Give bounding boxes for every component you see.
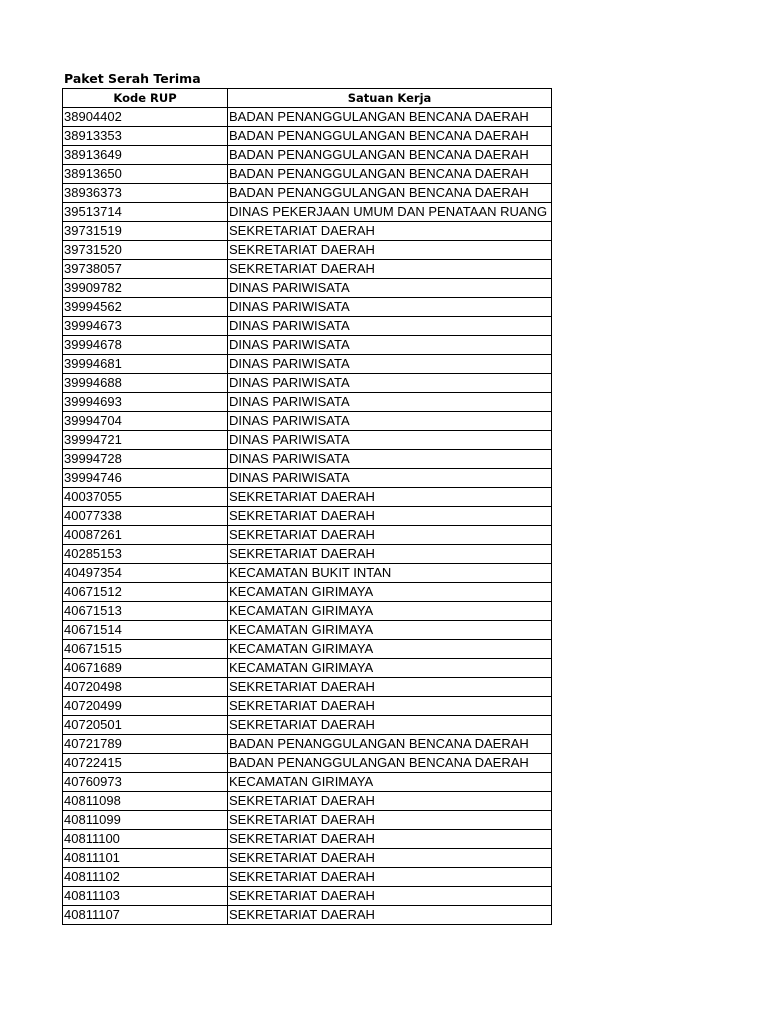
cell-kode-rup: 39738057: [63, 260, 228, 279]
cell-kode-rup: 40087261: [63, 526, 228, 545]
cell-kode-rup: 40811107: [63, 906, 228, 925]
cell-kode-rup: 39731519: [63, 222, 228, 241]
cell-satuan-kerja: BADAN PENANGGULANGAN BENCANA DAERAH: [228, 165, 552, 184]
table-row: [63, 279, 552, 298]
column-header-satuan-kerja: Satuan Kerja: [228, 89, 552, 108]
cell-kode-rup: 40760973: [63, 773, 228, 792]
cell-kode-rup: 40671689: [63, 659, 228, 678]
cell-satuan-kerja: DINAS PARIWISATA: [228, 469, 552, 488]
table-row: [63, 906, 552, 925]
table-row: [63, 792, 552, 811]
cell-kode-rup: 38913650: [63, 165, 228, 184]
cell-satuan-kerja: SEKRETARIAT DAERAH: [228, 792, 552, 811]
cell-kode-rup: 40811103: [63, 887, 228, 906]
table-row: [63, 431, 552, 450]
cell-satuan-kerja: SEKRETARIAT DAERAH: [228, 222, 552, 241]
cell-kode-rup: 39994688: [63, 374, 228, 393]
table-row: [63, 355, 552, 374]
cell-satuan-kerja: KECAMATAN GIRIMAYA: [228, 640, 552, 659]
cell-satuan-kerja: BADAN PENANGGULANGAN BENCANA DAERAH: [228, 735, 552, 754]
table-header: [63, 89, 552, 108]
cell-satuan-kerja: SEKRETARIAT DAERAH: [228, 260, 552, 279]
cell-satuan-kerja: KECAMATAN GIRIMAYA: [228, 602, 552, 621]
cell-satuan-kerja: SEKRETARIAT DAERAH: [228, 697, 552, 716]
table-row: [63, 469, 552, 488]
cell-satuan-kerja: SEKRETARIAT DAERAH: [228, 811, 552, 830]
cell-kode-rup: 40720498: [63, 678, 228, 697]
table-row: [63, 849, 552, 868]
table-row: [63, 754, 552, 773]
table-row: [63, 165, 552, 184]
cell-satuan-kerja: DINAS PARIWISATA: [228, 450, 552, 469]
cell-kode-rup: 39994678: [63, 336, 228, 355]
cell-satuan-kerja: DINAS PARIWISATA: [228, 336, 552, 355]
cell-satuan-kerja: KECAMATAN GIRIMAYA: [228, 583, 552, 602]
table-row: [63, 887, 552, 906]
table-row: [63, 735, 552, 754]
cell-satuan-kerja: SEKRETARIAT DAERAH: [228, 906, 552, 925]
cell-kode-rup: 39513714: [63, 203, 228, 222]
cell-satuan-kerja: SEKRETARIAT DAERAH: [228, 849, 552, 868]
cell-kode-rup: 40077338: [63, 507, 228, 526]
cell-satuan-kerja: SEKRETARIAT DAERAH: [228, 526, 552, 545]
table-row: [63, 336, 552, 355]
cell-kode-rup: 38913649: [63, 146, 228, 165]
page-title: Paket Serah Terima: [64, 71, 201, 86]
cell-satuan-kerja: SEKRETARIAT DAERAH: [228, 887, 552, 906]
table-row: [63, 317, 552, 336]
cell-kode-rup: 39994673: [63, 317, 228, 336]
table-row: [63, 716, 552, 735]
table-row: [63, 241, 552, 260]
cell-satuan-kerja: DINAS PARIWISATA: [228, 317, 552, 336]
table-row: [63, 678, 552, 697]
table-row: [63, 868, 552, 887]
column-header-kode-rup: Kode RUP: [63, 89, 228, 108]
cell-satuan-kerja: BADAN PENANGGULANGAN BENCANA DAERAH: [228, 754, 552, 773]
cell-satuan-kerja: DINAS PARIWISATA: [228, 412, 552, 431]
cell-satuan-kerja: DINAS PARIWISATA: [228, 393, 552, 412]
table-row: [63, 488, 552, 507]
cell-kode-rup: 40497354: [63, 564, 228, 583]
cell-kode-rup: 40285153: [63, 545, 228, 564]
cell-satuan-kerja: SEKRETARIAT DAERAH: [228, 545, 552, 564]
cell-satuan-kerja: SEKRETARIAT DAERAH: [228, 868, 552, 887]
table-row: [63, 450, 552, 469]
cell-kode-rup: 40671512: [63, 583, 228, 602]
table-row: [63, 640, 552, 659]
table-row: [63, 507, 552, 526]
cell-kode-rup: 40811100: [63, 830, 228, 849]
cell-satuan-kerja: BADAN PENANGGULANGAN BENCANA DAERAH: [228, 108, 552, 127]
cell-kode-rup: 39994704: [63, 412, 228, 431]
cell-kode-rup: 40037055: [63, 488, 228, 507]
cell-satuan-kerja: KECAMATAN BUKIT INTAN: [228, 564, 552, 583]
cell-satuan-kerja: KECAMATAN GIRIMAYA: [228, 659, 552, 678]
cell-satuan-kerja: SEKRETARIAT DAERAH: [228, 830, 552, 849]
table-row: [63, 260, 552, 279]
table-row: [63, 545, 552, 564]
table-row: [63, 374, 552, 393]
cell-kode-rup: 39994562: [63, 298, 228, 317]
cell-kode-rup: 39994721: [63, 431, 228, 450]
cell-satuan-kerja: DINAS PARIWISATA: [228, 279, 552, 298]
table-row: [63, 298, 552, 317]
table-row: [63, 203, 552, 222]
table-row: [63, 127, 552, 146]
table-row: [63, 811, 552, 830]
cell-satuan-kerja: SEKRETARIAT DAERAH: [228, 507, 552, 526]
header-row: [63, 89, 552, 108]
cell-kode-rup: 39731520: [63, 241, 228, 260]
cell-satuan-kerja: BADAN PENANGGULANGAN BENCANA DAERAH: [228, 127, 552, 146]
cell-satuan-kerja: DINAS PARIWISATA: [228, 431, 552, 450]
cell-satuan-kerja: KECAMATAN GIRIMAYA: [228, 773, 552, 792]
table-row: [63, 583, 552, 602]
cell-satuan-kerja: SEKRETARIAT DAERAH: [228, 716, 552, 735]
cell-kode-rup: 40671513: [63, 602, 228, 621]
table-row: [63, 108, 552, 127]
cell-kode-rup: 39994693: [63, 393, 228, 412]
table-row: [63, 602, 552, 621]
cell-satuan-kerja: SEKRETARIAT DAERAH: [228, 241, 552, 260]
cell-kode-rup: 40720499: [63, 697, 228, 716]
table-row: [63, 146, 552, 165]
cell-kode-rup: 38913353: [63, 127, 228, 146]
cell-satuan-kerja: BADAN PENANGGULANGAN BENCANA DAERAH: [228, 184, 552, 203]
cell-kode-rup: 40671514: [63, 621, 228, 640]
cell-satuan-kerja: SEKRETARIAT DAERAH: [228, 678, 552, 697]
table-row: [63, 621, 552, 640]
cell-satuan-kerja: BADAN PENANGGULANGAN BENCANA DAERAH: [228, 146, 552, 165]
cell-satuan-kerja: SEKRETARIAT DAERAH: [228, 488, 552, 507]
table-row: [63, 412, 552, 431]
cell-kode-rup: 40721789: [63, 735, 228, 754]
cell-satuan-kerja: DINAS PEKERJAAN UMUM DAN PENATAAN RUANG: [228, 203, 552, 222]
cell-satuan-kerja: DINAS PARIWISATA: [228, 298, 552, 317]
table-body: [63, 108, 552, 925]
table-row: [63, 773, 552, 792]
table-row: [63, 526, 552, 545]
cell-satuan-kerja: KECAMATAN GIRIMAYA: [228, 621, 552, 640]
cell-satuan-kerja: DINAS PARIWISATA: [228, 355, 552, 374]
cell-kode-rup: 40720501: [63, 716, 228, 735]
cell-kode-rup: 38904402: [63, 108, 228, 127]
cell-kode-rup: 40811098: [63, 792, 228, 811]
table-row: [63, 659, 552, 678]
cell-kode-rup: 40671515: [63, 640, 228, 659]
table-row: [63, 184, 552, 203]
cell-satuan-kerja: DINAS PARIWISATA: [228, 374, 552, 393]
cell-kode-rup: 40811099: [63, 811, 228, 830]
table-row: [63, 830, 552, 849]
cell-kode-rup: 40811102: [63, 868, 228, 887]
cell-kode-rup: 39909782: [63, 279, 228, 298]
cell-kode-rup: 39994728: [63, 450, 228, 469]
table-row: [63, 564, 552, 583]
table-row: [63, 393, 552, 412]
table-row: [63, 697, 552, 716]
cell-kode-rup: 39994746: [63, 469, 228, 488]
cell-kode-rup: 39994681: [63, 355, 228, 374]
cell-kode-rup: 40722415: [63, 754, 228, 773]
cell-kode-rup: 38936373: [63, 184, 228, 203]
cell-kode-rup: 40811101: [63, 849, 228, 868]
data-table: [62, 88, 552, 925]
table-row: [63, 222, 552, 241]
